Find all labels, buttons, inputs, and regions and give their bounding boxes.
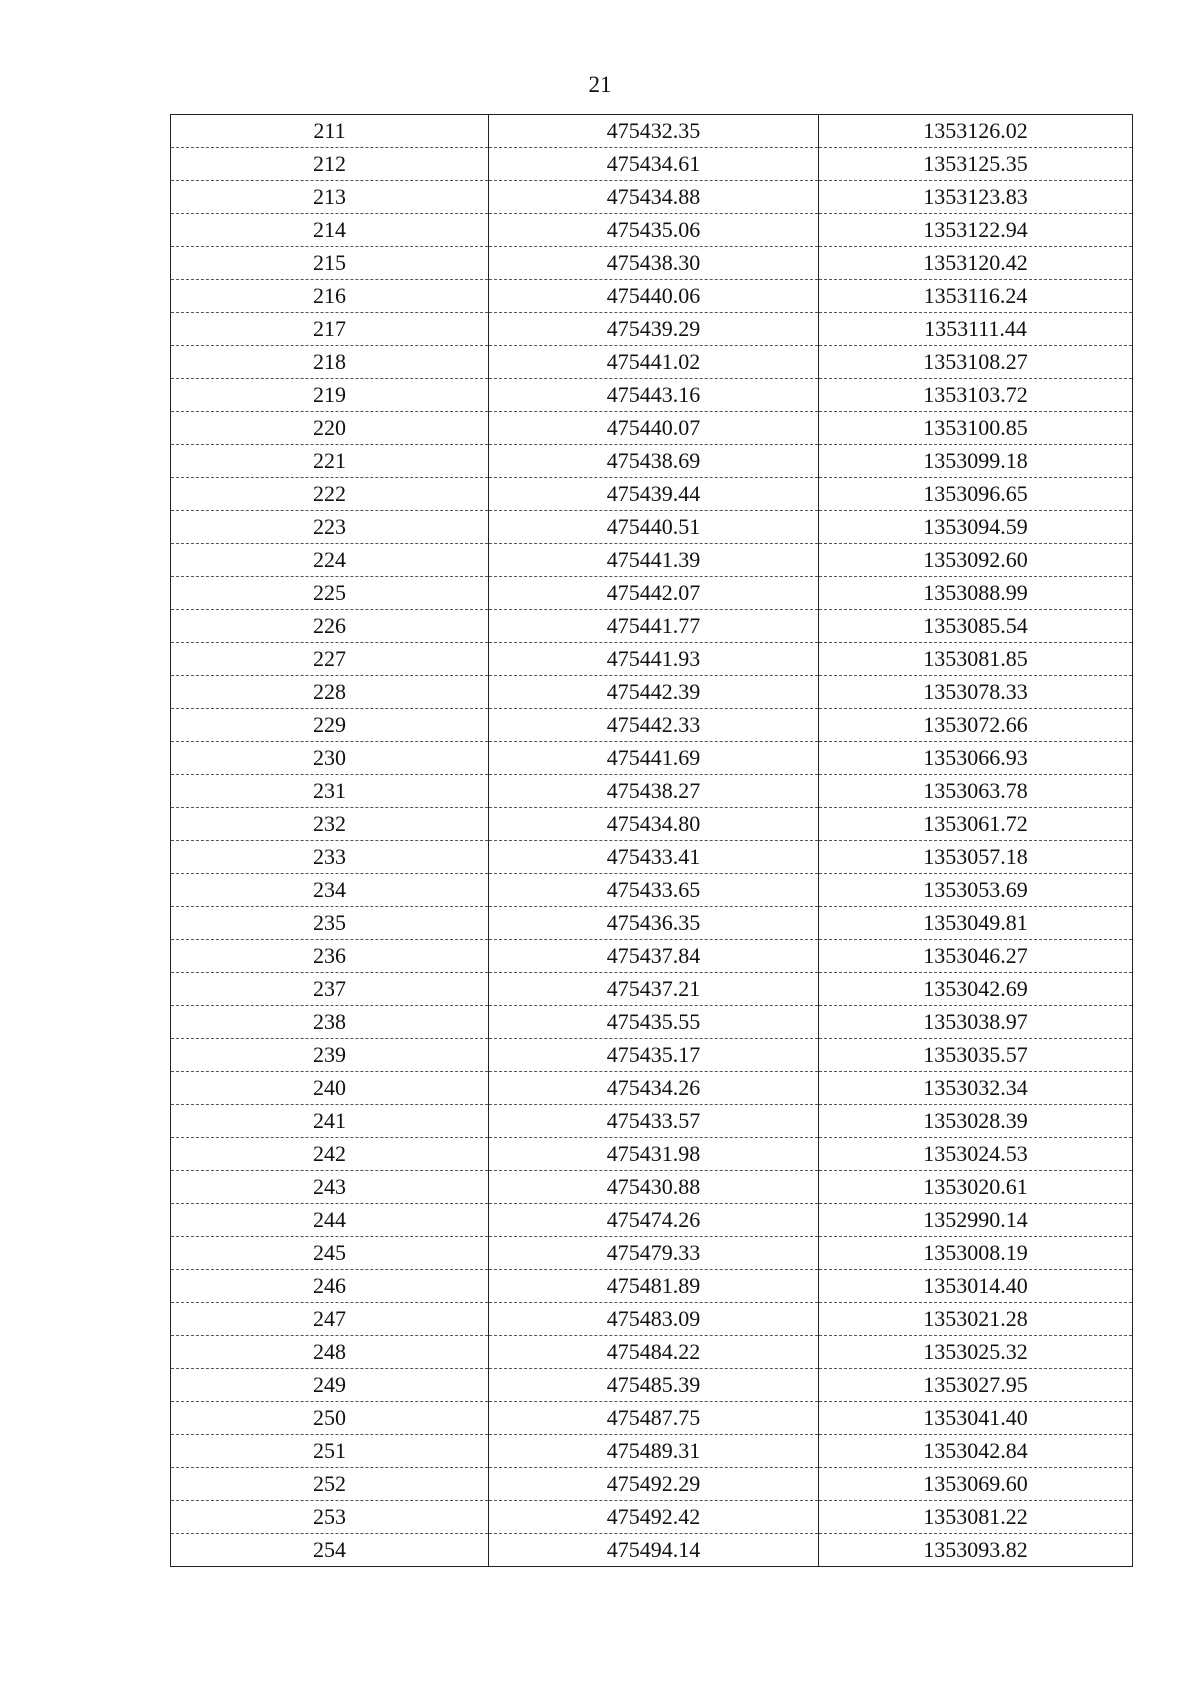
table-row xyxy=(171,1534,1133,1567)
coordinates-table xyxy=(170,114,1133,1567)
point-number-cell: 234 xyxy=(171,874,489,907)
y-coordinate-cell: 1353035.57 xyxy=(819,1039,1133,1072)
x-coordinate-cell: 475437.84 xyxy=(489,940,819,973)
point-number-cell: 249 xyxy=(171,1369,489,1402)
x-coordinate-cell: 475430.88 xyxy=(489,1171,819,1204)
point-number-cell: 254 xyxy=(313,1537,346,1562)
table-row xyxy=(171,181,1133,214)
y-coordinate-cell: 1353061.72 xyxy=(819,808,1133,841)
x-coordinate-cell: 475434.26 xyxy=(489,1072,819,1105)
y-coordinate-cell: 1353081.85 xyxy=(819,643,1133,676)
x-coordinate-cell: 475435.17 xyxy=(489,1039,819,1072)
table-row xyxy=(171,1501,1133,1534)
y-coordinate-cell: 1353078.33 xyxy=(819,676,1133,709)
x-coordinate-cell: 475434.88 xyxy=(489,181,819,214)
table-row xyxy=(171,940,1133,973)
table-row xyxy=(171,808,1133,841)
x-coordinate-cell: 475441.02 xyxy=(489,346,819,379)
x-coordinate-cell: 475438.69 xyxy=(489,445,819,478)
x-coordinate-cell: 475434.80 xyxy=(489,808,819,841)
y-coordinate-cell: 1353093.82 xyxy=(819,1534,1133,1567)
point-number-cell: 233 xyxy=(171,841,489,874)
y-coordinate-cell: 1353008.19 xyxy=(819,1237,1133,1270)
point-number-cell: 240 xyxy=(171,1072,489,1105)
x-coordinate-cell: 475474.26 xyxy=(489,1204,819,1237)
table-row xyxy=(171,511,1133,544)
x-coordinate-cell: 475439.44 xyxy=(489,478,819,511)
y-coordinate-cell: 1353014.40 xyxy=(819,1270,1133,1303)
table-row xyxy=(171,1402,1133,1435)
point-number-cell: 225 xyxy=(171,577,489,610)
x-coordinate-cell: 475485.39 xyxy=(489,1369,819,1402)
y-coordinate-cell: 1353122.94 xyxy=(819,214,1133,247)
point-number-cell: 241 xyxy=(171,1105,489,1138)
table-row xyxy=(171,1270,1133,1303)
point-number-cell: 232 xyxy=(171,808,489,841)
point-number-cell: 220 xyxy=(171,412,489,445)
point-number-cell: 218 xyxy=(171,346,489,379)
y-coordinate-cell: 1353108.27 xyxy=(819,346,1133,379)
table-row xyxy=(171,1237,1133,1270)
table-row xyxy=(171,1369,1133,1402)
point-number-cell: 230 xyxy=(171,742,489,775)
point-number-cell: 250 xyxy=(171,1402,489,1435)
y-coordinate-cell: 1353125.35 xyxy=(819,148,1133,181)
table-row xyxy=(171,280,1133,313)
point-number-cell: 212 xyxy=(171,148,489,181)
table-row xyxy=(171,247,1133,280)
x-coordinate-cell: 475438.30 xyxy=(489,247,819,280)
y-coordinate-cell: 1353096.65 xyxy=(819,478,1133,511)
point-number-cell: 236 xyxy=(171,940,489,973)
x-coordinate-cell: 475484.22 xyxy=(489,1336,819,1369)
y-coordinate-cell: 1353028.39 xyxy=(819,1105,1133,1138)
table-row xyxy=(171,412,1133,445)
point-number-cell: 217 xyxy=(171,313,489,346)
point-number-cell: 251 xyxy=(171,1435,489,1468)
x-coordinate-cell: 475437.21 xyxy=(489,973,819,1006)
x-coordinate-cell: 475433.57 xyxy=(489,1105,819,1138)
table-row xyxy=(171,643,1133,676)
y-coordinate-cell: 1353085.54 xyxy=(819,610,1133,643)
table-row xyxy=(171,445,1133,478)
y-coordinate-cell: 1353024.53 xyxy=(819,1138,1133,1171)
table-row xyxy=(171,775,1133,808)
point-number-cell: 213 xyxy=(171,181,489,214)
point-number-cell: 214 xyxy=(171,214,489,247)
table-row xyxy=(171,148,1133,181)
point-number-cell: 248 xyxy=(171,1336,489,1369)
point-number-cell: 247 xyxy=(171,1303,489,1336)
table-row xyxy=(171,1435,1133,1468)
point-number-cell: 219 xyxy=(171,379,489,412)
table-row xyxy=(171,841,1133,874)
x-coordinate-cell: 475441.69 xyxy=(489,742,819,775)
table-row xyxy=(171,1006,1133,1039)
table-row xyxy=(171,1105,1133,1138)
x-coordinate-cell: 475431.98 xyxy=(489,1138,819,1171)
point-number-cell: 211 xyxy=(171,115,489,148)
y-coordinate-cell: 1353126.02 xyxy=(819,115,1133,148)
point-number-cell: 242 xyxy=(171,1138,489,1171)
x-coordinate-cell: 475433.41 xyxy=(489,841,819,874)
y-coordinate-cell: 1353053.69 xyxy=(819,874,1133,907)
y-coordinate-cell: 1353057.18 xyxy=(819,841,1133,874)
table-row xyxy=(171,379,1133,412)
table-row xyxy=(171,1039,1133,1072)
point-number-cell: 216 xyxy=(171,280,489,313)
point-number-cell: 227 xyxy=(171,643,489,676)
x-coordinate-cell: 475440.06 xyxy=(489,280,819,313)
y-coordinate-cell: 1353020.61 xyxy=(819,1171,1133,1204)
point-number-cell: 221 xyxy=(171,445,489,478)
x-coordinate-cell: 475435.06 xyxy=(489,214,819,247)
y-coordinate-cell: 1353038.97 xyxy=(819,1006,1133,1039)
table-row xyxy=(171,742,1133,775)
x-coordinate-cell: 475436.35 xyxy=(489,907,819,940)
point-number-cell: 243 xyxy=(171,1171,489,1204)
x-coordinate-cell: 475481.89 xyxy=(489,1270,819,1303)
point-number-cell: 228 xyxy=(171,676,489,709)
y-coordinate-cell: 1353116.24 xyxy=(819,280,1133,313)
point-number-cell: 252 xyxy=(171,1468,489,1501)
x-coordinate-cell: 475443.16 xyxy=(489,379,819,412)
y-coordinate-cell: 1353069.60 xyxy=(819,1468,1133,1501)
x-coordinate-cell: 475442.07 xyxy=(489,577,819,610)
x-coordinate-cell: 475487.75 xyxy=(489,1402,819,1435)
y-coordinate-cell: 1353046.27 xyxy=(819,940,1133,973)
point-number-cell: 226 xyxy=(171,610,489,643)
table-row xyxy=(171,577,1133,610)
x-coordinate-cell: 475440.07 xyxy=(489,412,819,445)
point-number-cell: 245 xyxy=(171,1237,489,1270)
y-coordinate-cell: 1353041.40 xyxy=(819,1402,1133,1435)
x-coordinate-cell: 475441.93 xyxy=(489,643,819,676)
page-number: 21 xyxy=(588,72,612,97)
y-coordinate-cell: 1353120.42 xyxy=(819,247,1133,280)
point-number-cell: 229 xyxy=(171,709,489,742)
y-coordinate-cell: 1352990.14 xyxy=(819,1204,1133,1237)
y-coordinate-cell: 1353066.93 xyxy=(819,742,1133,775)
x-coordinate-cell: 475433.65 xyxy=(489,874,819,907)
x-coordinate-cell: 475479.33 xyxy=(489,1237,819,1270)
x-coordinate-cell: 475441.39 xyxy=(489,544,819,577)
point-number-cell: 223 xyxy=(171,511,489,544)
point-number-cell: 224 xyxy=(171,544,489,577)
x-coordinate-cell: 475494.14 xyxy=(489,1534,819,1567)
y-coordinate-cell: 1353081.22 xyxy=(819,1501,1133,1534)
x-coordinate-cell: 475432.35 xyxy=(489,115,819,148)
point-number-cell: 239 xyxy=(171,1039,489,1072)
point-number-cell: 238 xyxy=(171,1006,489,1039)
y-coordinate-cell: 1353100.85 xyxy=(819,412,1133,445)
x-coordinate-cell: 475492.42 xyxy=(489,1501,819,1534)
table-row xyxy=(171,874,1133,907)
y-coordinate-cell: 1353032.34 xyxy=(819,1072,1133,1105)
y-coordinate-cell: 1353094.59 xyxy=(819,511,1133,544)
y-coordinate-cell: 1353092.60 xyxy=(819,544,1133,577)
table-row xyxy=(171,610,1133,643)
y-coordinate-cell: 1353111.44 xyxy=(819,313,1133,346)
table-row xyxy=(171,1303,1133,1336)
point-number-cell: 231 xyxy=(171,775,489,808)
table-row xyxy=(171,1138,1133,1171)
y-coordinate-cell: 1353042.69 xyxy=(819,973,1133,1006)
point-number-cell: 237 xyxy=(171,973,489,1006)
y-coordinate-cell: 1353021.28 xyxy=(819,1303,1133,1336)
table-row xyxy=(171,115,1133,148)
x-coordinate-cell: 475492.29 xyxy=(489,1468,819,1501)
x-coordinate-cell: 475438.27 xyxy=(489,775,819,808)
y-coordinate-cell: 1353103.72 xyxy=(819,379,1133,412)
table-row xyxy=(171,544,1133,577)
y-coordinate-cell: 1353063.78 xyxy=(819,775,1133,808)
y-coordinate-cell: 1353088.99 xyxy=(819,577,1133,610)
y-coordinate-cell: 1353072.66 xyxy=(819,709,1133,742)
point-number-cell: 253 xyxy=(171,1501,489,1534)
x-coordinate-cell: 475439.29 xyxy=(489,313,819,346)
x-coordinate-cell: 475442.39 xyxy=(489,676,819,709)
x-coordinate-cell: 475489.31 xyxy=(489,1435,819,1468)
table-row xyxy=(171,1204,1133,1237)
y-coordinate-cell: 1353099.18 xyxy=(819,445,1133,478)
table-row xyxy=(171,709,1133,742)
y-coordinate-cell: 1353025.32 xyxy=(819,1336,1133,1369)
point-number-cell: 246 xyxy=(171,1270,489,1303)
table-row xyxy=(171,1171,1133,1204)
y-coordinate-cell: 1353123.83 xyxy=(819,181,1133,214)
point-number-cell: 244 xyxy=(171,1204,489,1237)
point-number-cell: 235 xyxy=(171,907,489,940)
x-coordinate-cell: 475440.51 xyxy=(489,511,819,544)
table-row xyxy=(171,676,1133,709)
y-coordinate-cell: 1353027.95 xyxy=(819,1369,1133,1402)
point-number-cell: 215 xyxy=(171,247,489,280)
coordinates-table-body xyxy=(171,115,1133,1567)
table-row xyxy=(171,214,1133,247)
table-row xyxy=(171,313,1133,346)
y-coordinate-cell: 1353049.81 xyxy=(819,907,1133,940)
x-coordinate-cell: 475434.61 xyxy=(489,148,819,181)
x-coordinate-cell: 475435.55 xyxy=(489,1006,819,1039)
table-row xyxy=(171,346,1133,379)
x-coordinate-cell: 475483.09 xyxy=(489,1303,819,1336)
table-row xyxy=(171,1468,1133,1501)
table-row xyxy=(171,478,1133,511)
y-coordinate-cell: 1353042.84 xyxy=(819,1435,1133,1468)
table-row xyxy=(171,1072,1133,1105)
x-coordinate-cell: 475441.77 xyxy=(489,610,819,643)
point-number-cell: 222 xyxy=(171,478,489,511)
table-row xyxy=(171,973,1133,1006)
x-coordinate-cell: 475442.33 xyxy=(489,709,819,742)
table-row xyxy=(171,907,1133,940)
table-row xyxy=(171,1336,1133,1369)
